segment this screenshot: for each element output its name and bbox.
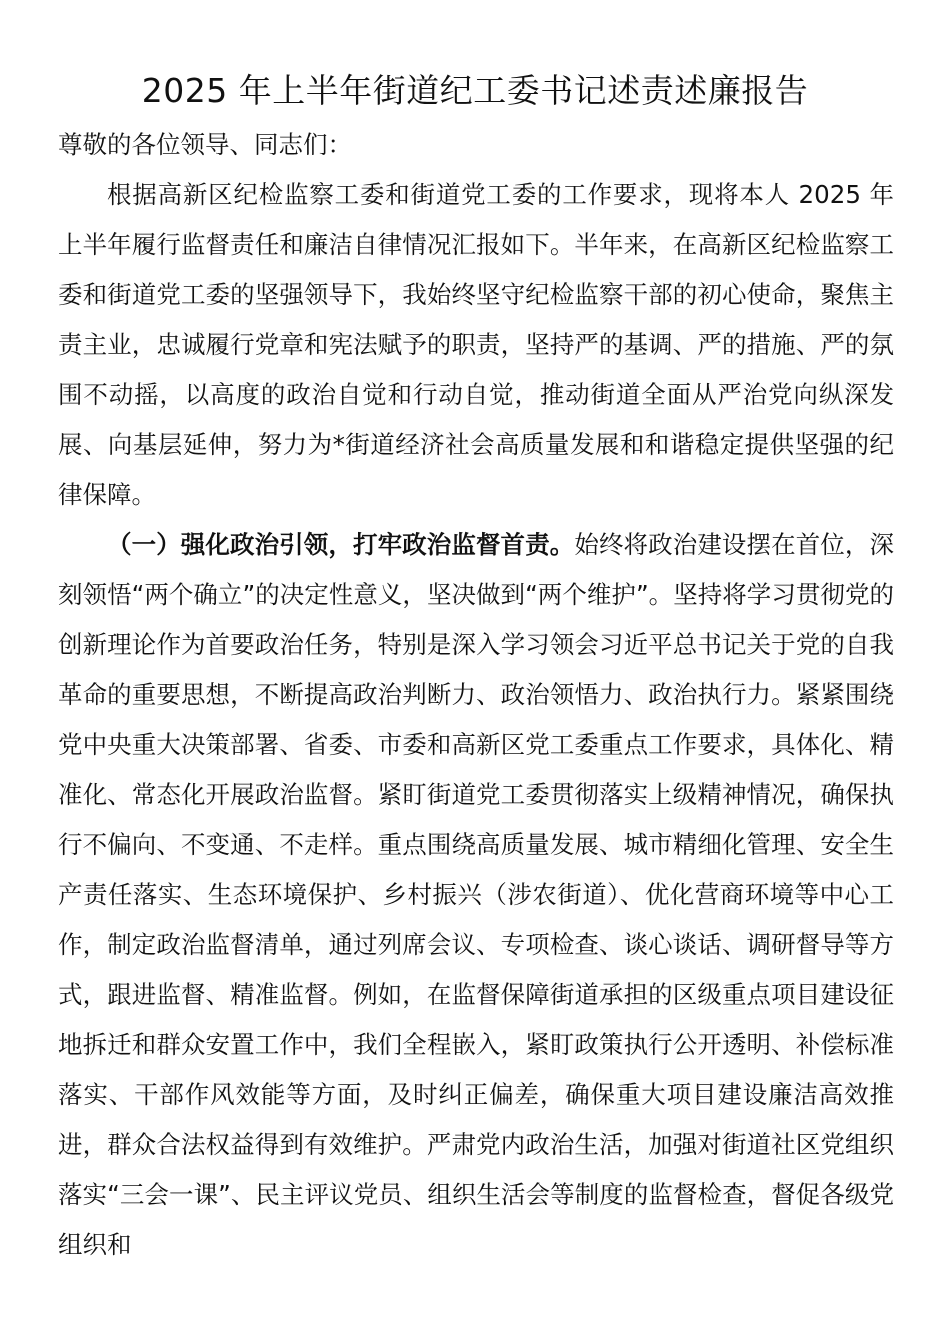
document-body [58, 120, 894, 1270]
salutation: 尊敬的各位领导、同志们： [58, 130, 352, 159]
section-1-heading: （一）强化政治引领，打牢政治监督首责。 [107, 530, 575, 559]
section-1-body: 始终将政治建设摆在首位，深刻领悟“两个确立”的决定性意义，坚决做到“两个维护”。坚持将学习贯彻党的创新理论作为首要政治任务，特别是深入学习领会习近平总书记关于党的自我革命的重要思想，不断提高政治判断力、政治领悟力、政治执行力。紧紧围绕党中央重大决策部署、省委、市委和高新区党工委重点工作要求，具体化、精准化、常态化开展政治监督。紧盯街道党工委贯彻落实上级精神情况，确保执行不偏向、不变通、不走样。重点围绕高质量发展、城市精细化管理、安全生产责任落实、生态环境保护、乡村振兴（涉农街道）、优化营商环境等中心工作，制定政治监督清单，通过列席会议、专项检查、谈心谈话、调研督导等方式，跟进监督、精准监督。例如，在监督保障街道承担的区级重点项目建设征地拆迁和群众安置工作中，我们全程嵌入，紧盯政策执行公开透明、补偿标准落实、干部作风效能等方面，及时纠正偏差，确保重大项目建设廉洁高效推进，群众合法权益得到有效维护。严肃党内政治生活，加强对街道社区党组织落实“三会一课”、民主评议党员、组织生活会等制度的监督检查，督促各级党组织和 [58, 530, 895, 1259]
document-title: 2025 年上半年街道纪工委书记述责述廉报告 [141, 71, 809, 110]
intro-paragraph: 根据高新区纪检监察工委和街道党工委的工作要求，现将本人 2025 年上半年履行监督责任和廉洁自律情况汇报如下。半年来，在高新区纪检监察工委和街道党工委的坚强领导下，我始终坚守纪检监察干部的初心使命，聚焦主责主业，忠诚履行党章和宪法赋予的职责，坚持严的基调、严的措施、严的氛围不动摇，以高度的政治自觉和行动自觉，推动街道全面从严治党向纵深发展、向基层延伸，努力为*街道经济社会高质量发展和和谐稳定提供坚强的纪律保障。 [58, 180, 894, 509]
section-1-paragraph [58, 520, 894, 1270]
